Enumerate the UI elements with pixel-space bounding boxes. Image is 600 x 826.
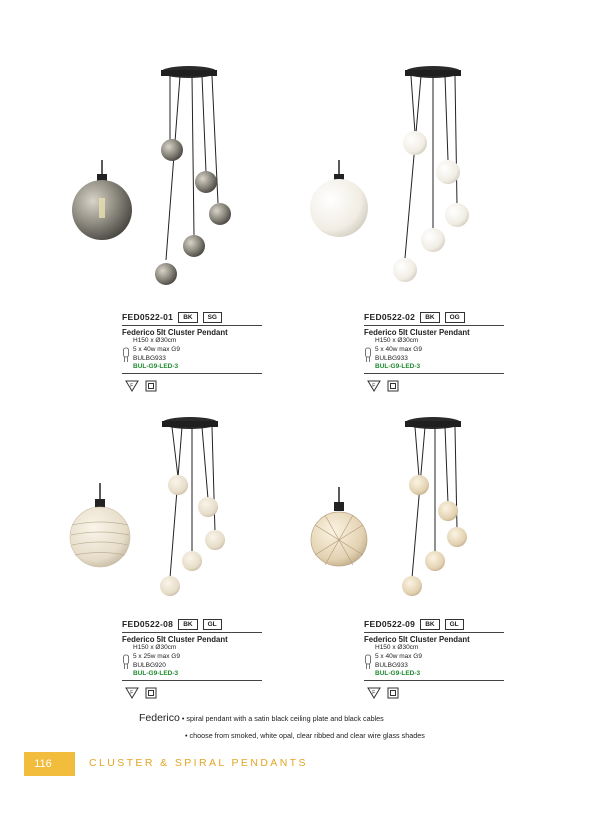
product-title: Federico 5lt Cluster Pendant: [364, 328, 470, 337]
product-title: Federico 5lt Cluster Pendant: [122, 635, 228, 644]
led-bulb-code: BUL-G9-LED-3: [375, 670, 421, 678]
divider: [364, 325, 504, 326]
bulb-code: BULBG933: [375, 354, 408, 362]
led-bulb-code: BUL-G9-LED-3: [133, 670, 179, 678]
description-line-1: • spiral pendant with a satin black ceiling plate and black cables: [181, 714, 384, 723]
class-ii-icon: [387, 687, 399, 699]
bulb-code: BULBG933: [375, 661, 408, 669]
product-info: [364, 617, 504, 699]
divider: [122, 680, 262, 681]
product-card-fed0522-09: [305, 365, 565, 697]
svg-text:F: F: [372, 690, 376, 697]
finish-badge: BK: [178, 312, 197, 323]
divider: [122, 632, 262, 633]
product-code: FED0522-01: [122, 312, 174, 322]
product-size: H150 x Ø30cm: [375, 337, 419, 344]
finish-badge: GL: [445, 619, 464, 630]
product-info: [122, 617, 262, 699]
description-line-2-wrap: [185, 731, 425, 740]
product-image-smoked: [60, 60, 320, 310]
product-code: FED0522-09: [364, 619, 416, 629]
lamp-spec: 5 x 40w max G9: [133, 345, 180, 353]
product-size: H150 x Ø30cm: [133, 337, 177, 344]
bulb-code: BULBG933: [133, 354, 166, 362]
divider: [364, 680, 504, 681]
product-code: FED0522-08: [122, 619, 174, 629]
page-number: 116: [34, 758, 52, 770]
lamp-spec: 5 x 40w max G9: [375, 652, 422, 660]
finish-badge: SG: [203, 312, 222, 323]
product-title: Federico 5lt Cluster Pendant: [364, 635, 470, 644]
finish-badge: OG: [445, 312, 465, 323]
bulb-icon: [122, 654, 130, 670]
lamp-spec: 5 x 25w max G9: [133, 652, 180, 660]
product-card-fed0522-02: [305, 60, 565, 390]
bulb-icon: [122, 347, 130, 363]
range-description: [139, 712, 384, 724]
lamp-spec: 5 x 40w max G9: [375, 345, 422, 353]
f-mark-icon: [367, 687, 381, 699]
range-name: Federico: [139, 712, 180, 724]
description-line-2: • choose from smoked, white opal, clear ribbed and clear wire glass shades: [185, 731, 425, 740]
svg-text:F: F: [372, 383, 376, 390]
led-bulb-code: BUL-G9-LED-3: [375, 363, 421, 371]
finish-badge: BK: [178, 619, 197, 630]
finish-badge: BK: [420, 312, 439, 323]
f-mark-icon: [125, 687, 139, 699]
divider: [364, 632, 504, 633]
bulb-icon: [364, 654, 372, 670]
product-image-opal: [305, 60, 565, 310]
product-card-fed0522-08: [60, 365, 320, 697]
bulb-code: BULBG920: [133, 661, 166, 669]
finish-badge: GL: [203, 619, 222, 630]
bulb-icon: [364, 347, 372, 363]
product-size: H150 x Ø30cm: [375, 644, 419, 651]
svg-text:F: F: [130, 383, 134, 390]
product-code: FED0522-02: [364, 312, 416, 322]
product-image-clear-wire: [305, 365, 565, 615]
svg-text:F: F: [130, 690, 134, 697]
finish-badge: BK: [420, 619, 439, 630]
divider: [122, 325, 262, 326]
product-title: Federico 5lt Cluster Pendant: [122, 328, 228, 337]
product-card-fed0522-01: [60, 60, 320, 390]
product-image-clear-ribbed: [60, 365, 320, 615]
section-title: CLUSTER & SPIRAL PENDANTS: [89, 757, 308, 769]
product-size: H150 x Ø30cm: [133, 644, 177, 651]
class-ii-icon: [145, 687, 157, 699]
led-bulb-code: BUL-G9-LED-3: [133, 363, 179, 371]
